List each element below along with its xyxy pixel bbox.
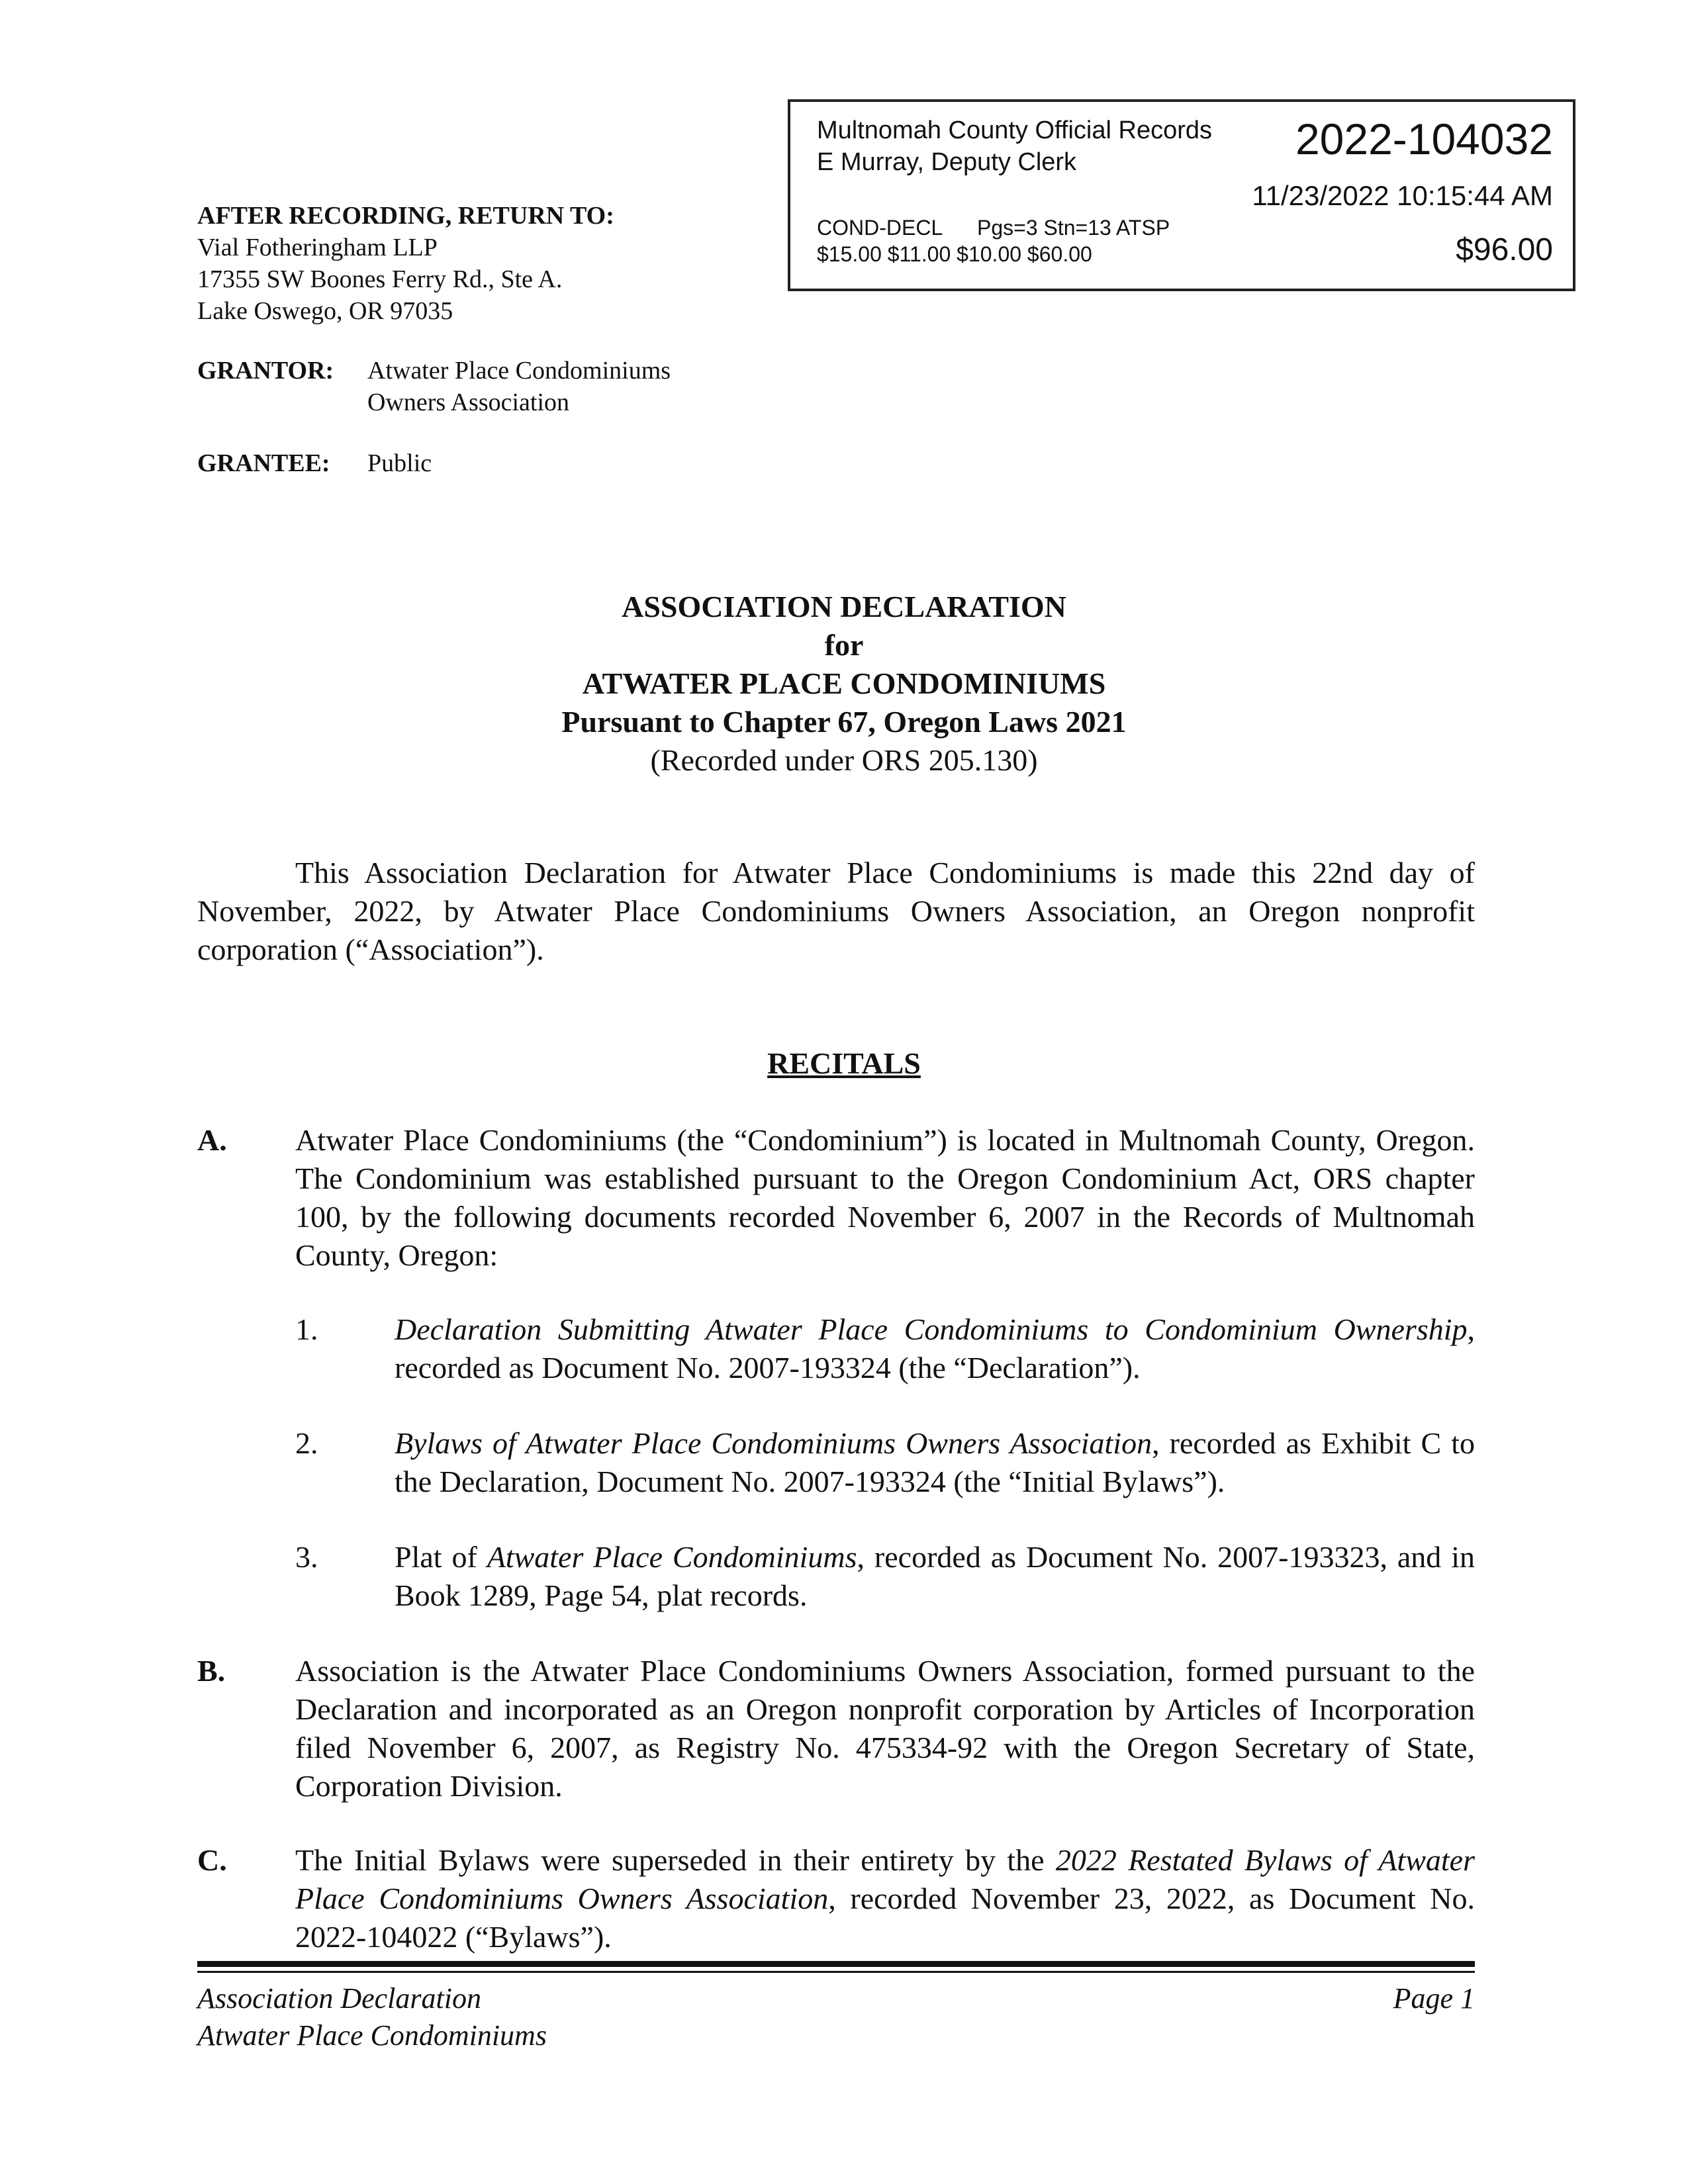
stamp-office: Multnomah County Official Records [817,116,1212,144]
grantor-line: Atwater Place Condominiums [367,357,671,385]
item-2-title: Bylaws of Atwater Place Condominiums Owners Association [395,1426,1152,1460]
grantor-value [367,355,671,418]
recital-c-marker: C. [197,1843,227,1877]
grantor-line: Owners Association [367,388,570,416]
footer-rule-thick [197,1961,1475,1967]
stamp-pages-info: Pgs=3 Stn=13 ATSP [977,216,1170,240]
footer-doc-subtitle: Atwater Place Condominiums [197,2019,547,2052]
stamp-document-number: 2022-104032 [1295,114,1553,163]
stamp-datetime: 11/23/2022 10:15:44 AM [1252,180,1553,211]
item-3-title: Atwater Place Condominiums [487,1540,857,1574]
stamp-clerk: E Murray, Deputy Clerk [817,148,1077,176]
intro-line-2: November, 2022, by Atwater Place Condominiums Owners Association, an Oregon nonprofit [197,894,1475,928]
item-3-rest: , recorded as Document No. 2007-193323, and in Book 1289, Page 54, plat records. [395,1540,1475,1612]
return-to-line: 17355 SW Boones Ferry Rd., Ste A. [197,265,563,293]
recital-b-text: Association is the Atwater Place Condominiums Owners Association, formed pursuant to the Declaration and incorporated as an Oregon nonprofit corporation by Articles of Incorporation filed November 6, 2007, as Registry No. 475334-92 with the Oregon Secretary of State, Corporation Division. [295,1654,1475,1803]
return-to-heading: AFTER RECORDING, RETURN TO: [197,202,614,230]
footer-rule-thin [197,1971,1475,1973]
recital-a-marker: A. [197,1123,227,1157]
return-to-line: Vial Fotheringham LLP [197,234,438,261]
footer-left [197,1980,547,2054]
item-3-number: 3. [295,1540,318,1574]
footer-page-number: Page 1 [1393,1982,1475,2015]
stamp-fees: $15.00 $11.00 $10.00 $60.00 [817,242,1092,266]
item-2-text [395,1424,1475,1501]
title-line-3: ATWATER PLACE CONDOMINIUMS [582,666,1106,700]
grantee-label: GRANTEE: [197,449,330,477]
item-2-number: 2. [295,1426,318,1460]
intro-line-3: corporation (“Association”). [197,933,544,966]
grantee-value: Public [367,449,432,477]
intro-line-1: This Association Declaration for Atwater Place Condominiums is made this 22nd day of [295,856,1475,889]
item-1-rest: , recorded as Document No. 2007-193324 (the “Declaration”). [395,1312,1475,1385]
document-title [0,588,1688,780]
item-1-number: 1. [295,1312,318,1346]
recording-stamp [788,99,1575,291]
title-line-4: Pursuant to Chapter 67, Oregon Laws 2021 [561,705,1127,739]
intro-paragraph [197,854,1475,969]
title-line-2: for [824,628,864,662]
item-1-text [395,1310,1475,1387]
item-2-rest: , recorded as Exhibit C to the Declaration, Document No. 2007-193324 (the “Initial Bylaws”). [395,1426,1475,1498]
recital-c-bylaws-title: 2022 Restated Bylaws of Atwater Place Condominiums Owners Association [295,1843,1475,1915]
item-3-text [395,1538,1475,1615]
stamp-total: $96.00 [1456,232,1553,267]
recital-c-rest: , recorded November 23, 2022, as Document No. 2022-104022 (“Bylaws”). [295,1882,1475,1954]
recital-c-prefix: The Initial Bylaws were superseded in their entirety by the [295,1843,1056,1877]
grantee-block [197,447,330,479]
title-line-5: (Recorded under ORS 205.130) [650,743,1038,777]
title-line-1: ASSOCIATION DECLARATION [622,590,1066,623]
item-3-prefix: Plat of [395,1540,487,1574]
recitals-heading: RECITALS [767,1046,921,1080]
return-to-block [197,200,614,327]
item-1-title: Declaration Submitting Atwater Place Condominiums to Condominium Ownership [395,1312,1468,1346]
return-to-line: Lake Oswego, OR 97035 [197,297,453,325]
recital-b-marker: B. [197,1654,226,1688]
recital-c-text [295,1841,1475,1956]
recital-a-text: Atwater Place Condominiums (the “Condominium”) is located in Multnomah County, Oregon. The Condominium was established pursuant to the Oregon Condominium Act, ORS chapter 100, by the following documents recorded November 6, 2007 in the Records of Multnomah County, Oregon: [295,1123,1475,1272]
grantor-block [197,355,334,387]
stamp-doc-type: COND-DECL [817,216,943,240]
grantee-value-wrap [367,447,432,479]
grantor-label: GRANTOR: [197,357,334,385]
footer-doc-title: Association Declaration [197,1982,481,2015]
